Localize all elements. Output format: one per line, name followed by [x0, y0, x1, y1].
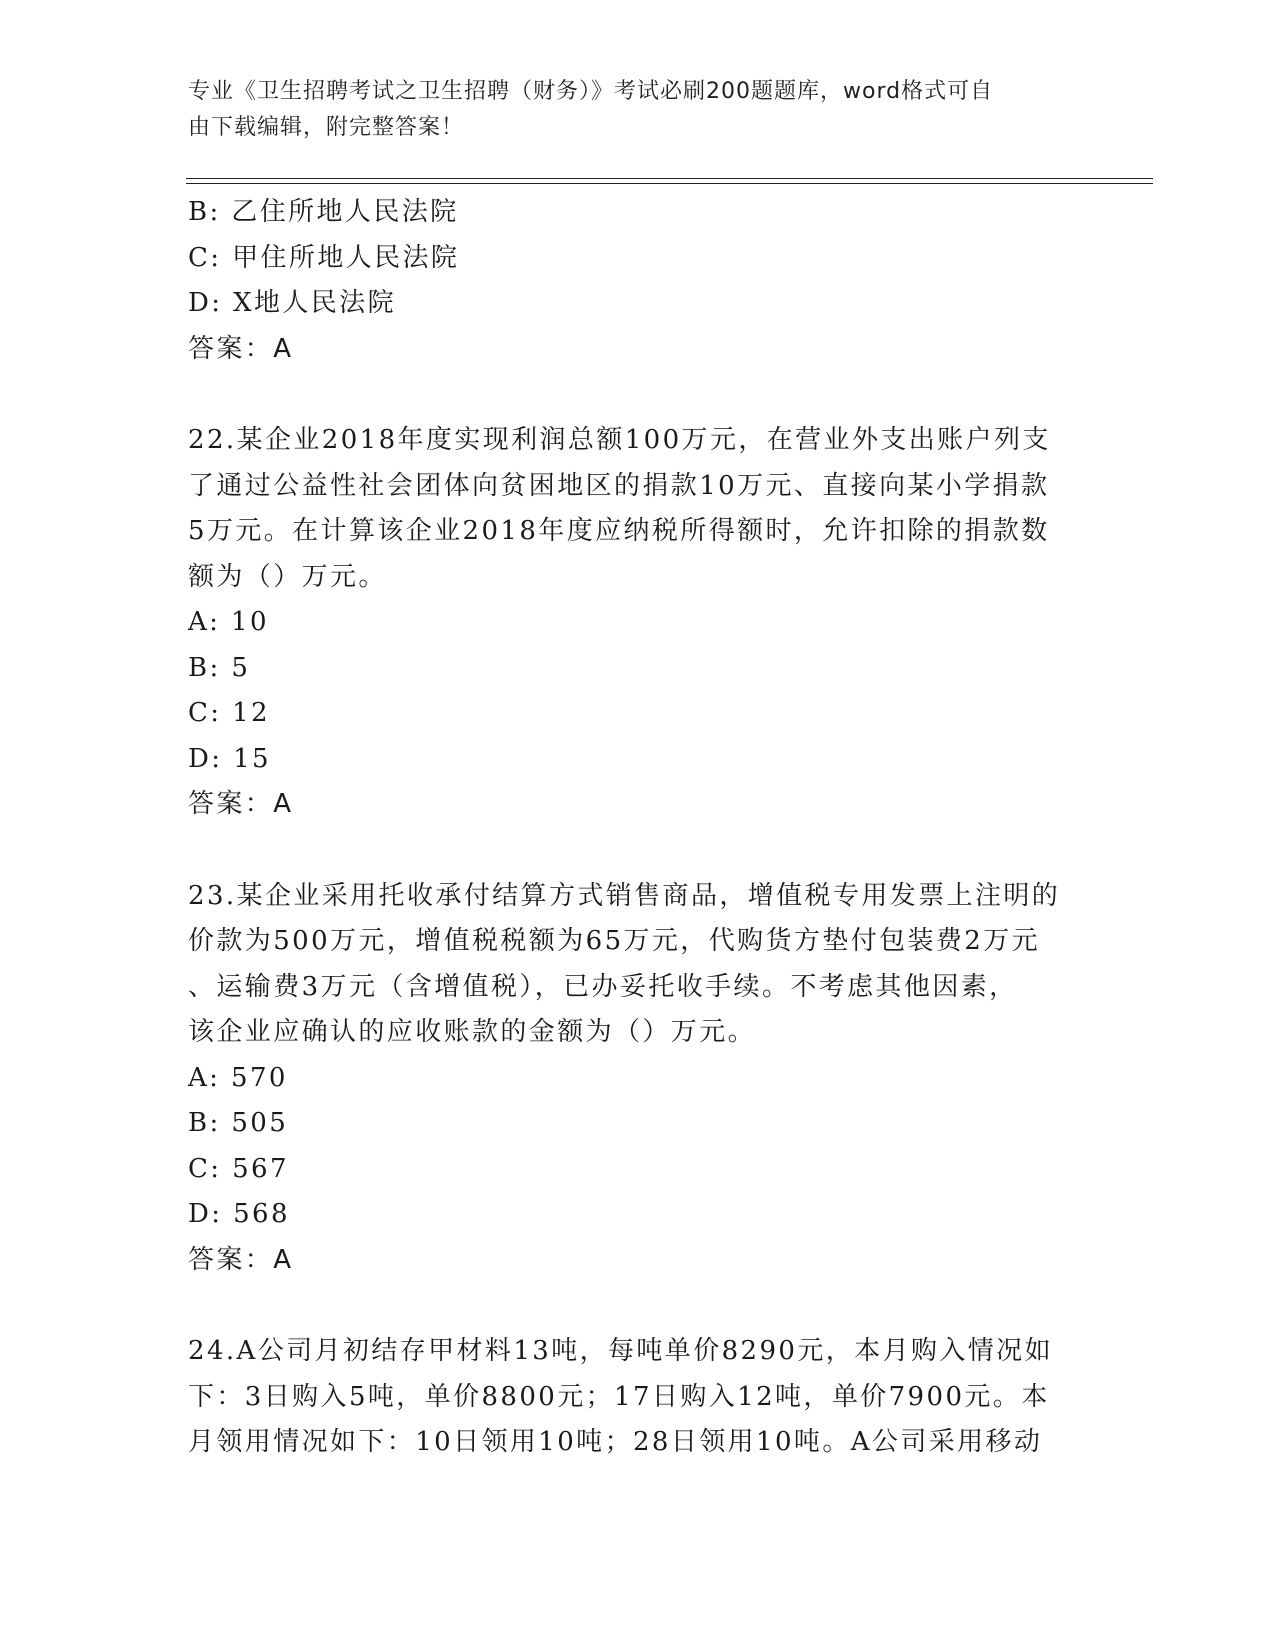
header-line-2: 由下载编辑，附完整答案！	[188, 115, 465, 140]
option-b: B: 5	[188, 652, 251, 683]
option-c: C: 12	[188, 698, 271, 728]
option-b: B: 乙住所地人民法院	[188, 197, 459, 227]
header-divider-bottom	[186, 183, 1153, 184]
option-d: D: 15	[188, 743, 271, 774]
question-21-continued	[188, 190, 1088, 372]
header-line-1: 专业《卫生招聘考试之卫生招聘（财务）》考试必刷200题题库，word格式可自	[188, 79, 994, 104]
document-body	[188, 190, 1088, 1466]
option-b: B: 505	[188, 1108, 289, 1138]
answer-label: 答案：A	[188, 1244, 294, 1275]
header-divider-top	[186, 178, 1153, 179]
question-23	[188, 874, 1088, 1284]
option-d: D: X地人民法院	[188, 288, 396, 318]
answer-label: 答案：A	[188, 333, 294, 364]
question-24	[188, 1329, 1088, 1466]
question-text-line: 22.某企业2018年度实现利润总额100万元，在营业外支出账户列支	[188, 425, 1051, 455]
question-text-line: 月领用情况如下：10日领用10吨；28日领用10吨。A公司采用移动	[188, 1427, 1043, 1457]
question-text-line: 该企业应确认的应收账款的金额为（）万元。	[188, 1017, 757, 1047]
question-text-line: 5万元。在计算该企业2018年度应纳税所得额时，允许扣除的捐款数	[188, 516, 1050, 546]
question-spacer	[188, 372, 1088, 418]
question-spacer	[188, 828, 1088, 874]
answer-label: 答案：A	[188, 789, 294, 819]
question-text-line: 24.A公司月初结存甲材料13吨，每吨单价8290元，本月购入情况如	[188, 1336, 1053, 1366]
option-a: A: 570	[188, 1062, 288, 1093]
question-text-line: 额为（）万元。	[188, 561, 387, 592]
question-spacer	[188, 1283, 1088, 1329]
question-22	[188, 418, 1088, 828]
option-d: D: 568	[188, 1199, 290, 1229]
document-header	[188, 74, 1068, 146]
option-c: C: 567	[188, 1153, 289, 1184]
question-text-line: 、运输费3万元（含增值税），已办妥托收手续。不考虑其他因素，	[188, 971, 1018, 1002]
question-text-line: 23.某企业采用托收承付结算方式销售商品，增值税专用发票上注明的	[188, 880, 1061, 911]
option-a: A: 10	[188, 607, 269, 637]
option-c: C: 甲住所地人民法院	[188, 242, 460, 273]
question-text-line: 下：3日购入5吨，单价8800元；17日购入12吨，单价7900元。本	[188, 1381, 1050, 1412]
question-text-line: 价款为500万元，增值税税额为65万元，代购货方垫付包装费2万元	[188, 926, 1041, 956]
question-text-line: 了通过公益性社会团体向贫困地区的捐款10万元、直接向某小学捐款	[188, 470, 1050, 501]
